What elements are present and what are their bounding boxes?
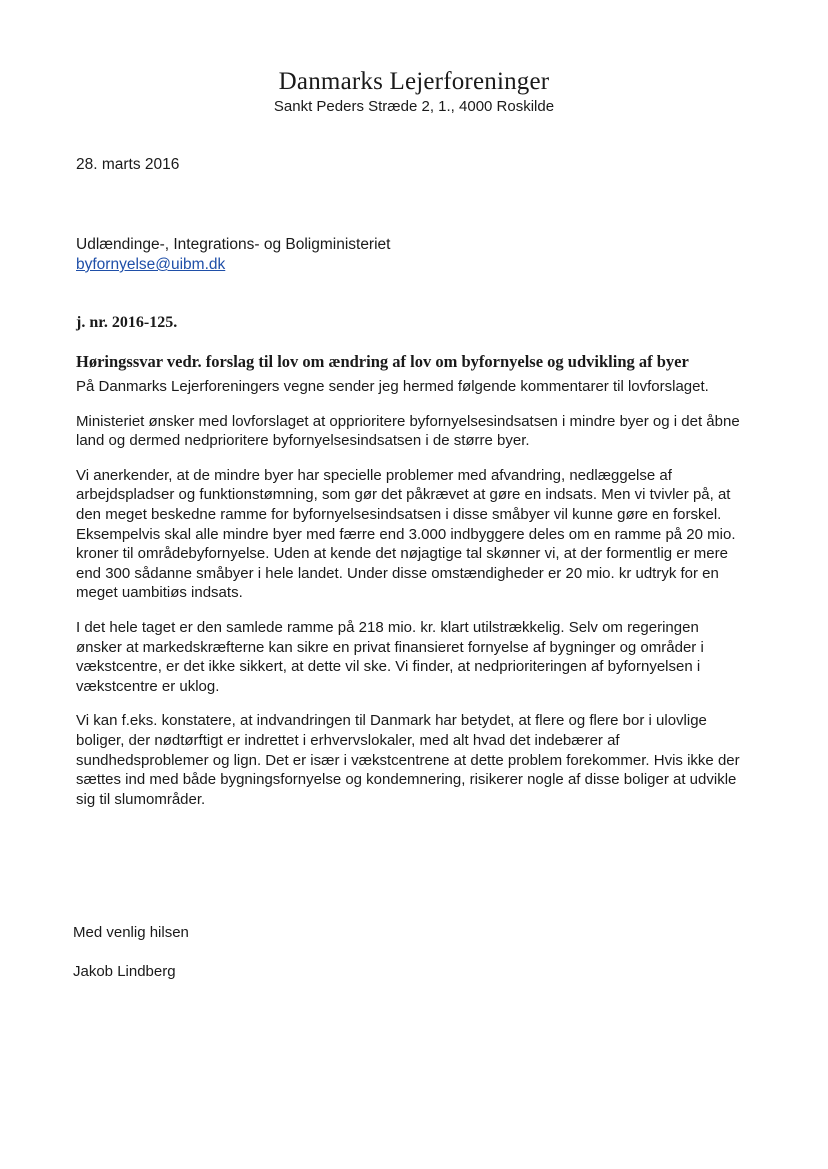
- letter-subject: Høringssvar vedr. forslag til lov om ændring af lov om byfornyelse og udvikling af byer: [76, 352, 689, 371]
- closing-salutation: Med venlig hilsen: [73, 924, 189, 941]
- recipient-name: Udlændinge-, Integrations- og Boligministeriet: [76, 236, 391, 253]
- organization-name: Danmarks Lejerforeninger: [278, 68, 550, 95]
- recipient-email-link[interactable]: byfornyelse@uibm.dk: [76, 256, 226, 273]
- body-paragraph: På Danmarks Lejerforeningers vegne sender jeg hermed følgende kommentarer til lovforslaget.: [76, 378, 709, 395]
- signature-name: Jakob Lindberg: [73, 963, 176, 980]
- body-paragraph: Ministeriet ønsker med lovforslaget at opprioritere byfornyelsesindsatsen i mindre byer og i det åbne land og dermed nedprioritere byfornyelsesindsatsen i de større byer.: [76, 412, 740, 450]
- organization-address: Sankt Peders Stræde 2, 1., 4000 Roskilde: [273, 98, 555, 115]
- letter-date: 28. marts 2016: [76, 156, 180, 173]
- reference-number: j. nr. 2016-125.: [76, 314, 178, 331]
- body-paragraph: Vi anerkender, at de mindre byer har specielle problemer med afvandring, nedlæggelse af arbejdspladser og funktionstømning, som gør det påkrævet at gøre en indsats. Men vi tvivler på, at den meget beskedne ramme for byfornyelsesindsatsen i disse småbyer vil kunne gøre en forskel. Eksempelvis skal alle mindre byer med færre end 3.000 indbyggere deles om en ramme på 20 mio. kroner til områdebyfornyelse. Uden at kende det nøjagtige tal skønner vi, at der formentlig er mere end 300 sådanne småbyer i hele landet. Under disse omstændigheder er 20 mio. kr udtryk for en meget uambitiøs indsats.: [76, 466, 736, 602]
- letter-body: [76, 377, 744, 824]
- body-paragraph: Vi kan f.eks. konstatere, at indvandringen til Danmark har betydet, at flere og flere bor i ulovlige boliger, der nødtørftigt er indrettet i erhvervslokaler, med alt hvad det indebærer af sundhedsproblemer og lign. Det er især i vækstcentrene at dette problem forekommer. Hvis ikke der sættes ind med både bygningsfornyelse og kondemnering, risikerer nogle af disse boliger at udvikle sig til slumområder.: [76, 712, 740, 808]
- body-paragraph: I det hele taget er den samlede ramme på 218 mio. kr. klart utilstrækkelig. Selv om regeringen ønsker at markedskræfterne kan sikre en privat finansieret fornyelse af bygninger og områder i vækstcentre, er det ikke sikkert, at dette vil ske. Vi finder, at nedprioriteringen af byfornyelsen i vækstcentre er uklog.: [76, 618, 704, 695]
- recipient-block: [76, 235, 390, 275]
